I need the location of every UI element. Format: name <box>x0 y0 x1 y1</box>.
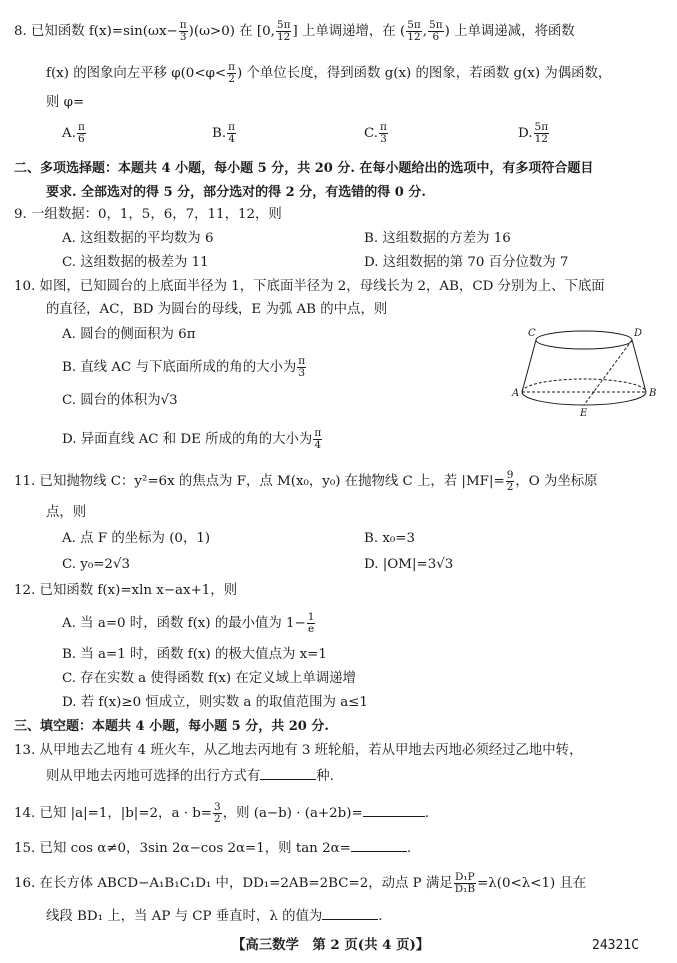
q8-option-c: C. $\frac{\pi}{3}$ <box>364 121 387 145</box>
answer-blank[interactable] <box>260 766 316 780</box>
q8-option-d: D. $\frac{5\pi}{12}$ <box>518 121 549 145</box>
label-a: A <box>512 388 520 399</box>
q11-option-b: B. x₀=3 <box>364 531 416 546</box>
q16-line2: 线段 BD₁ 上，当 AP 与 CP 垂直时，λ 的值为 . <box>46 906 383 926</box>
q9-option-b: B. 这组数据的方差为 16 <box>364 231 511 246</box>
q11-option-a: A. 点 F 的坐标为 (0，1) <box>62 531 211 546</box>
answer-blank[interactable] <box>322 906 378 920</box>
q12-option-c: C. 存在实数 a 使得函数 f(x) 在定义域上单调递增 <box>62 671 356 686</box>
bottom-back-arc <box>522 379 646 392</box>
label-e: E <box>580 408 588 419</box>
section-2-heading-line2: 要求. 全部选对的得 5 分，部分选对的得 2 分，有选错的得 0 分. <box>46 185 426 200</box>
bottom-front-arc <box>522 392 646 405</box>
answer-blank[interactable] <box>351 838 407 852</box>
q8-line3: 则 φ= <box>46 95 85 110</box>
q14: 14. 已知 |a|=1，|b|=2，a · b= $\frac{3}{2}$ ，则 (a−b) · (a+2b)= . <box>14 801 429 825</box>
fraction: $\frac{\pi}{2}$ <box>228 61 236 85</box>
q10-line2: 的直径，AC，BD 为圆台的母线，E 为弧 AB 的中点，则 <box>46 302 388 317</box>
q11-option-d: D. |OM|=3√3 <box>364 557 454 572</box>
paper-code: 24321C <box>592 938 639 953</box>
q11-line1: 11. 已知抛物线 C：y²=6x 的焦点为 F，点 M(x₀，y₀) 在抛物线 C 上，若 |MF|= $\frac{9}{2}$ ，O 为坐标原 <box>14 469 598 493</box>
q11-line2: 点，则 <box>46 505 87 520</box>
section-3-heading: 三、填空题：本题共 4 小题，每小题 5 分，共 20 分. <box>14 719 329 734</box>
label-b: B <box>649 388 657 399</box>
generatrix-ac <box>522 340 536 392</box>
q9-option-c: C. 这组数据的极差为 11 <box>62 255 209 270</box>
fraction: $\frac{5\pi}{12}$ <box>407 19 421 43</box>
q12-option-d: D. 若 f(x)≥0 恒成立，则实数 a 的取值范围为 a≤1 <box>62 695 368 710</box>
q10-option-b: B. 直线 AC 与下底面所成的角的大小为 $\frac{\pi}{3}$ <box>62 355 306 379</box>
label-d: D <box>634 328 643 339</box>
label-c: C <box>528 328 536 339</box>
top-ellipse <box>536 331 632 349</box>
fraction: $\frac{\pi}{3}$ <box>179 19 187 43</box>
q12-stem: 12. 已知函数 f(x)=xln x−ax+1，则 <box>14 583 238 598</box>
q13-line1: 13. 从甲地去乙地有 4 班火车，从乙地去丙地有 3 班轮船，若从甲地去丙地必须经过乙地中转， <box>14 743 583 758</box>
q11-option-c: C. y₀=2√3 <box>62 557 131 572</box>
q10-line1: 10. 如图，已知圆台的上底面半径为 1，下底面半径为 2，母线长为 2，AB，CD 分别为上、下底面 <box>14 279 605 294</box>
q10-option-a: A. 圆台的侧面积为 6π <box>62 327 196 342</box>
fraction: $\frac{5\pi}{12}$ <box>276 19 291 43</box>
q10-option-d: D. 异面直线 AC 和 DE 所成的角的大小为 $\frac{\pi}{4}$ <box>62 427 322 451</box>
q15: 15. 已知 cos α≠0，3sin 2α−cos 2α=1，则 tan 2α= . <box>14 838 411 858</box>
q16-line1: 16. 在长方体 ABCD−A₁B₁C₁D₁ 中，DD₁=2AB=2BC=2，动点 P 满足 $\frac{\text{D₁P}}{\text{D₁B}}$ =λ(0<λ<1) 且在 <box>14 871 587 895</box>
section-2-heading: 二、多项选择题：本题共 4 小题，每小题 5 分，共 20 分. 在每小题给出的选项中，有多项符合题目 <box>14 161 594 176</box>
q12-option-b: B. 当 a=1 时，函数 f(x) 的极大值点为 x=1 <box>62 647 327 662</box>
q9-option-a: A. 这组数据的平均数为 6 <box>62 231 214 246</box>
q8-line1: 8. 已知函数 f(x)=sin(ωx− $\frac{\pi}{3}$ )(ω>0) 在 [0, $\frac{5\pi}{12}$ ] 上单调递增，在 ( $\frac{5\pi}{12}$ , $\frac{5\pi}{6}$ ) 上单调递减，将函数 <box>14 19 575 43</box>
q9-stem: 9. 一组数据：0，1，5，6，7，11，12，则 <box>14 207 282 222</box>
q8-option-b: B. $\frac{\pi}{4}$ <box>212 121 236 145</box>
fraction: $\frac{5\pi}{6}$ <box>429 19 443 43</box>
segment-de <box>584 340 632 405</box>
q12-option-a: A. 当 a=0 时，函数 f(x) 的最小值为 1− $\frac{1}{e}$ <box>62 611 315 635</box>
page-footer: 【高三数学 第 2 页(共 4 页)】 <box>232 937 430 953</box>
q8-option-a: A. $\frac{\pi}{6}$ <box>62 121 85 145</box>
q10-option-c: C. 圆台的体积为√3 <box>62 393 178 408</box>
answer-blank[interactable] <box>363 803 425 817</box>
q9-option-d: D. 这组数据的第 70 百分位数为 7 <box>364 255 569 270</box>
q13-line2: 则从甲地去丙地可选择的出行方式有 种. <box>46 766 334 786</box>
frustum-figure <box>510 320 660 420</box>
q8-line2: f(x) 的图象向左平移 φ(0<φ< $\frac{\pi}{2}$ ) 个单位长度，得到函数 g(x) 的图象，若函数 g(x) 为偶函数， <box>46 61 612 85</box>
